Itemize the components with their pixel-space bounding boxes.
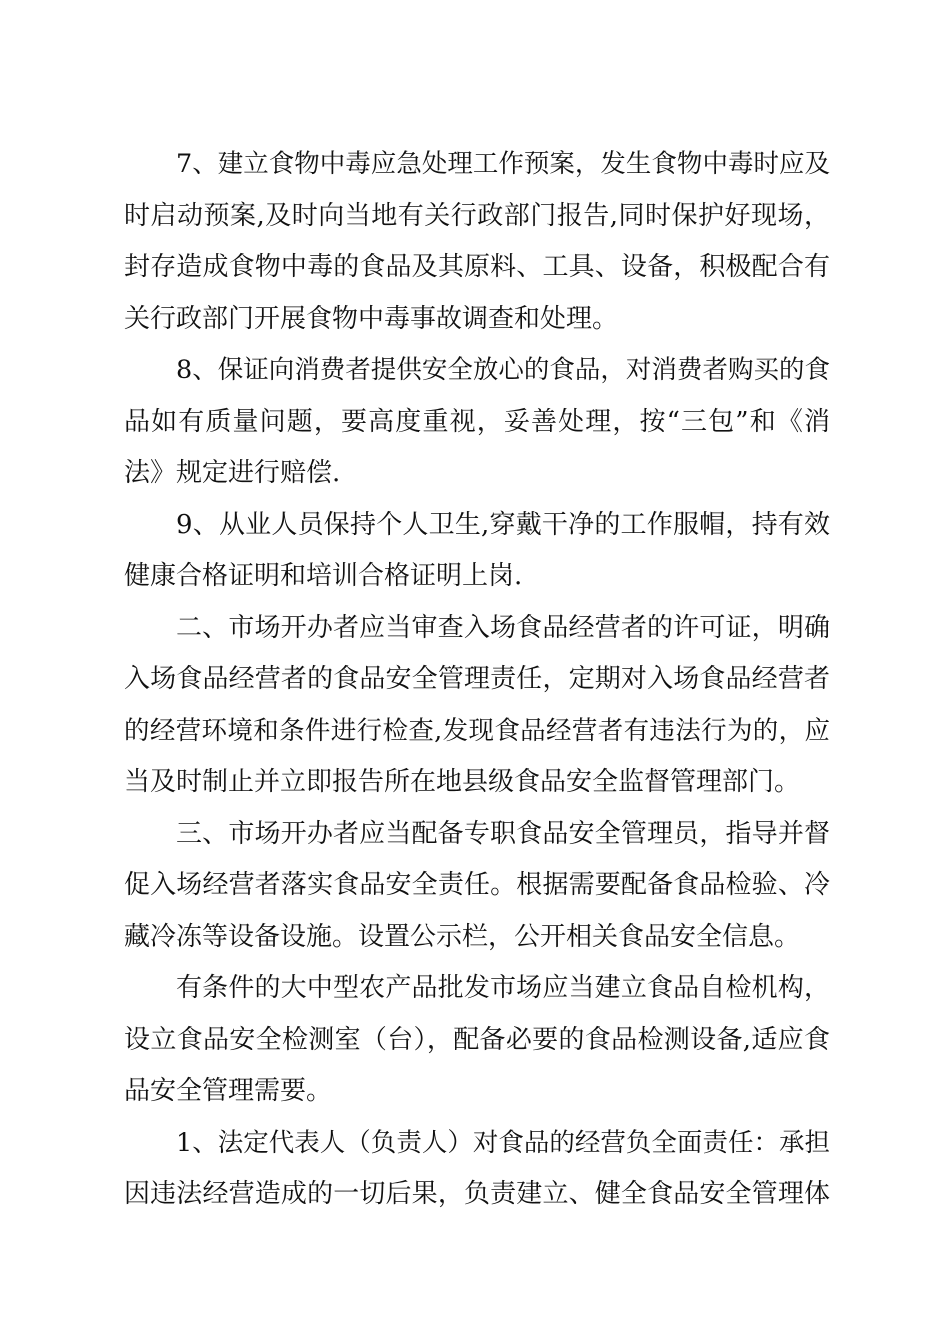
text-line: 7、建立食物中毒应急处理工作预案，发生食物中毒时应及 (176, 149, 830, 179)
text-line: 促入场经营者落实食品安全责任。根据需要配备食品检验、冷 (124, 870, 830, 900)
text-line: 当及时制止并立即报告所在地县级食品安全监督管理部门。 (124, 767, 801, 797)
text-line: 9、从业人员保持个人卫生,穿戴干净的工作服帽，持有效 (176, 509, 830, 540)
text-line: 封存造成食物中毒的食品及其原料、工具、设备，积极配合有 (124, 252, 830, 282)
document-body (124, 139, 830, 1221)
text-line: 三、市场开办者应当配备专职食品安全管理员，指导并督 (176, 818, 830, 849)
text-line: 入场食品经营者的食品安全管理责任，定期对入场食品经营者 (124, 664, 830, 694)
text-line: 品安全管理需要。 (124, 1076, 333, 1106)
text-line: 品如有质量问题，要高度重视，妥善处理，按“三包”和《消 (124, 406, 830, 437)
text-line: 的经营环境和条件进行检查,发现食品经营者有违法行为的，应 (124, 715, 830, 746)
text-line: 藏冷冻等设备设施。设置公示栏，公开相关食品安全信息。 (124, 921, 801, 952)
text-line: 二、市场开办者应当审查入场食品经营者的许可证，明确 (176, 612, 830, 643)
text-line: 8、保证向消费者提供安全放心的食品，对消费者购买的食 (176, 355, 830, 385)
text-line: 设立食品安全检测室（台），配备必要的食品检测设备,适应食 (124, 1024, 830, 1055)
text-line: 1、法定代表人（负责人）对食品的经营负全面责任：承担 (176, 1127, 830, 1158)
text-line: 法》规定进行赔偿. (124, 458, 341, 488)
text-line: 关行政部门开展食物中毒事故调查和处理。 (124, 303, 619, 334)
text-line: 因违法经营造成的一切后果，负责建立、健全食品安全管理体 (124, 1179, 830, 1209)
text-line: 时启动预案,及时向当地有关行政部门报告,同时保护好现场， (124, 200, 830, 231)
text-line: 健康合格证明和培训合格证明上岗. (124, 561, 523, 591)
text-line: 有条件的大中型农产品批发市场应当建立食品自检机构， (176, 973, 830, 1003)
